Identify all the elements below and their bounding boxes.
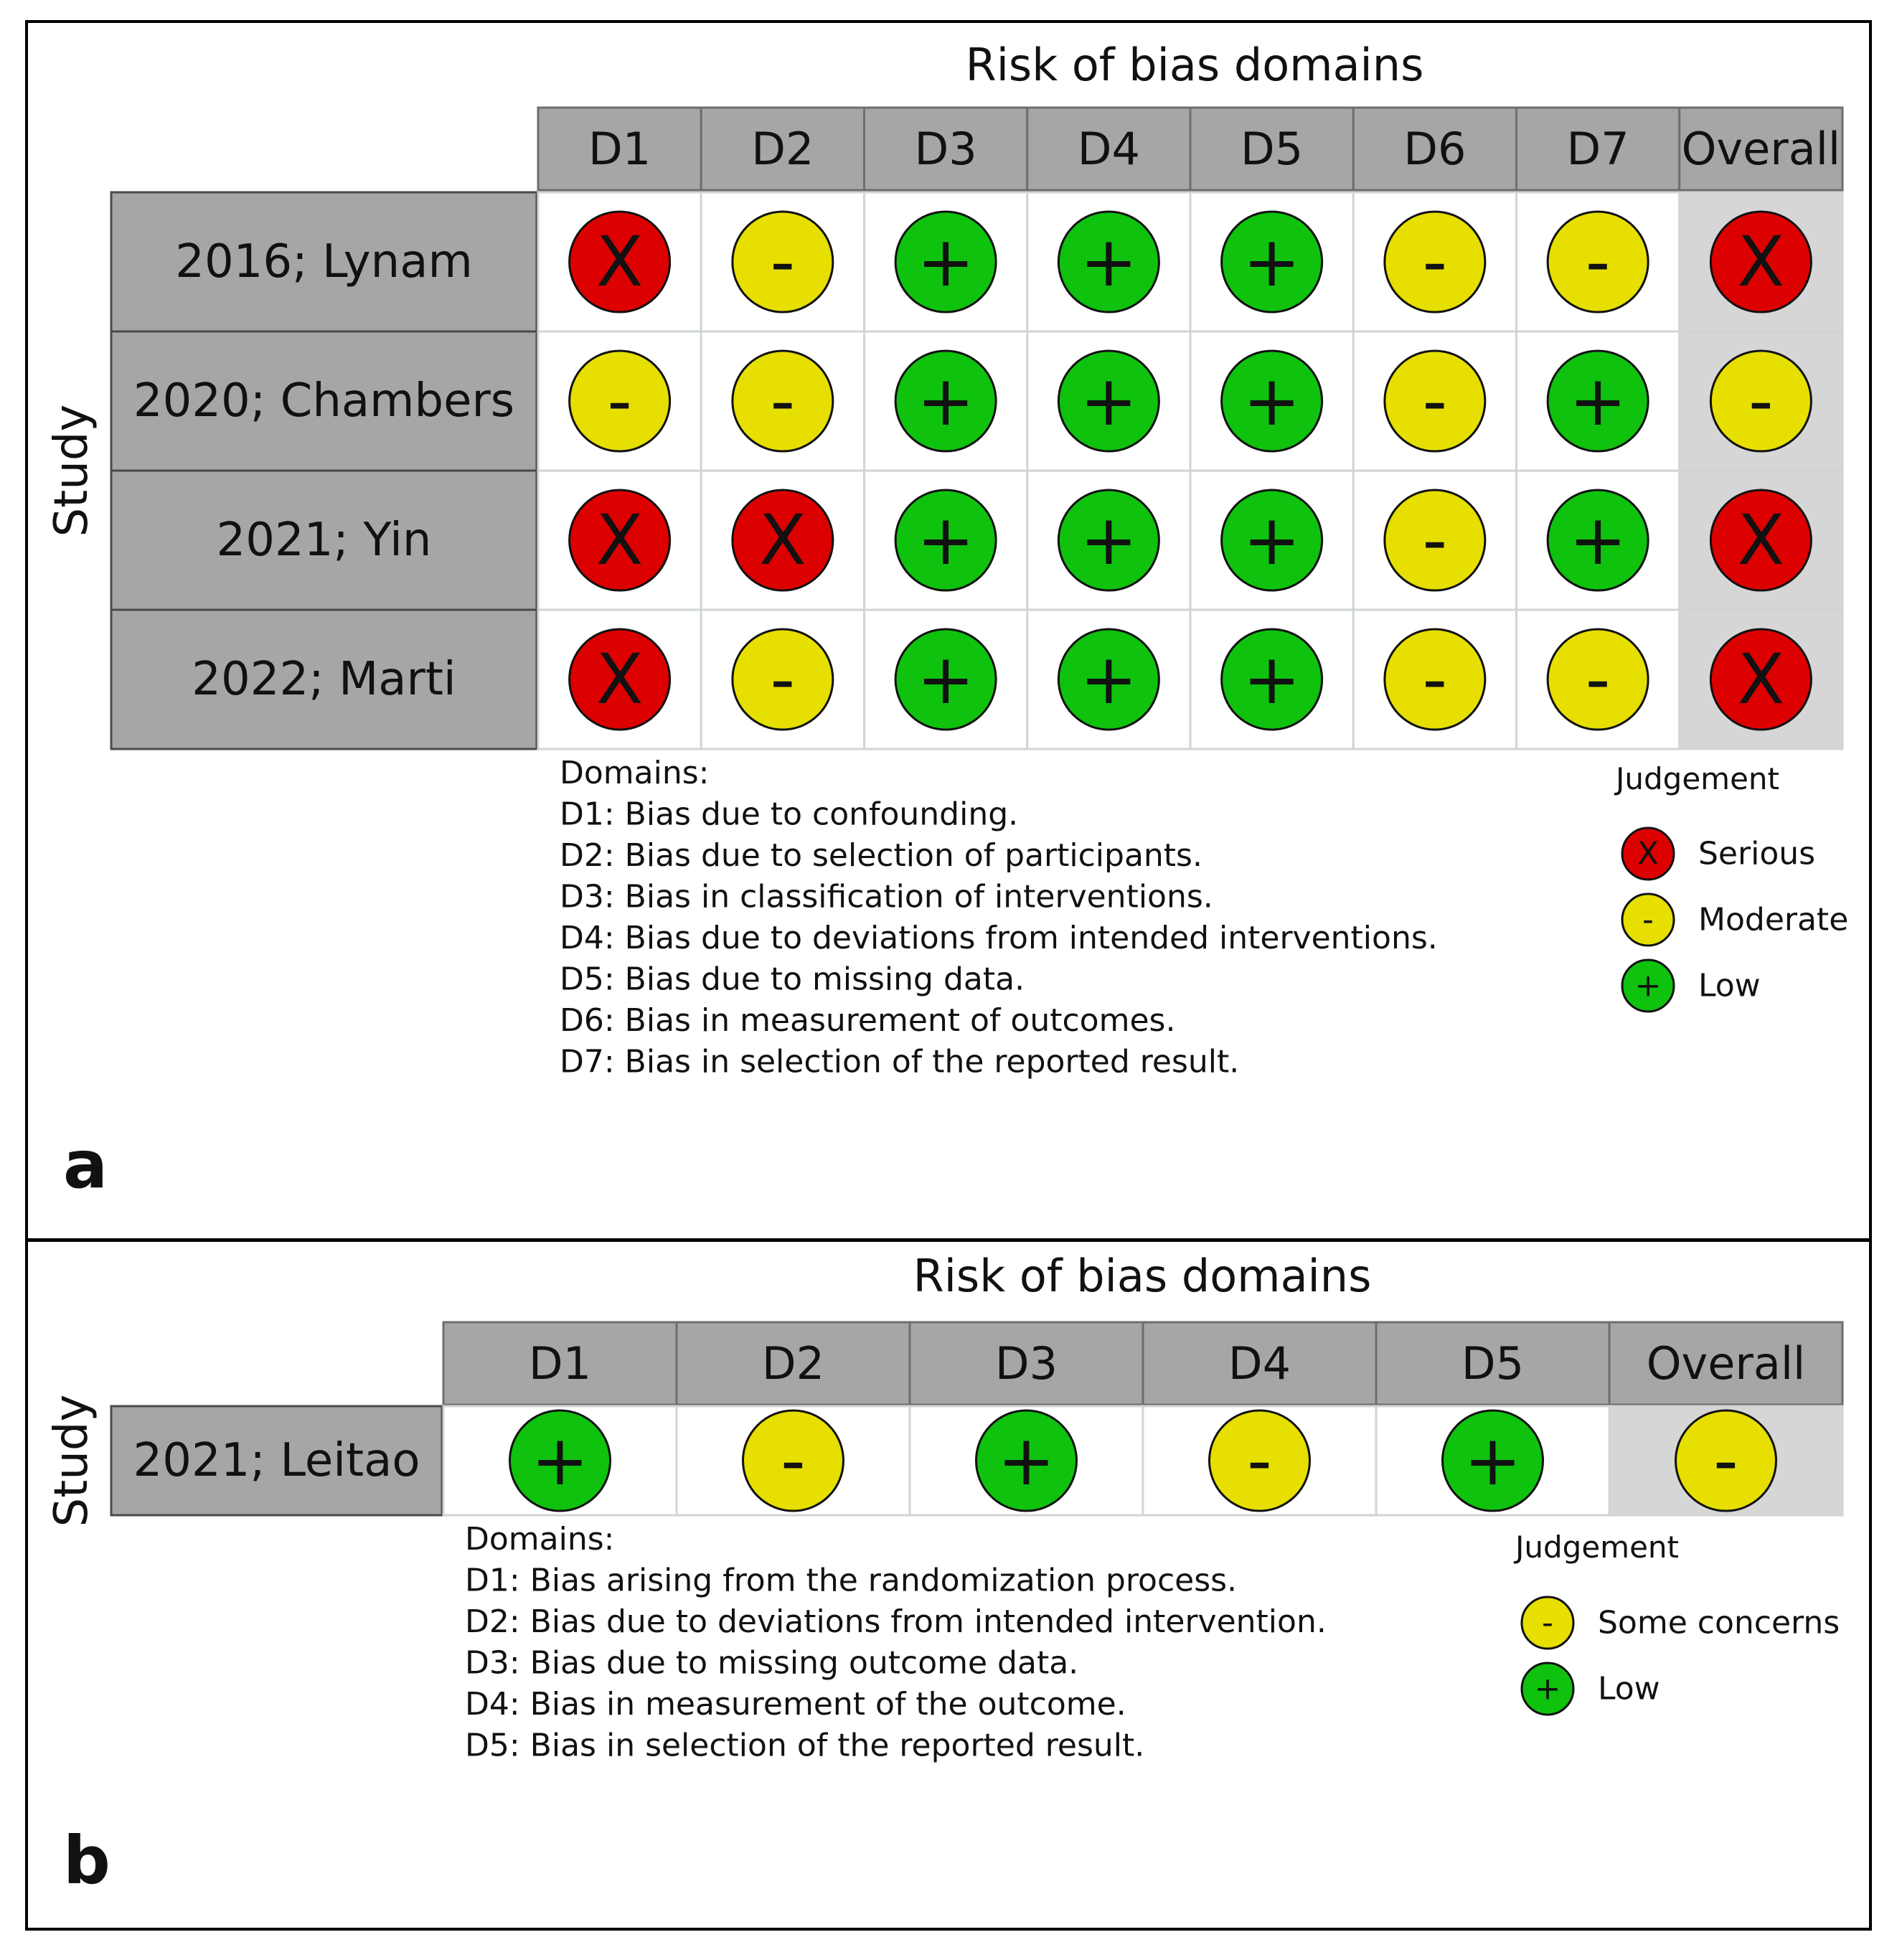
judgement-marker-low-symbol: + xyxy=(1243,639,1301,720)
legend-marker-serious-symbol: X xyxy=(1637,835,1660,872)
domain-description: D4: Bias in measurement of the outcome. xyxy=(465,1686,1126,1723)
judgement-marker-moderate-symbol: - xyxy=(1585,222,1611,302)
legend-marker-moderate-symbol: - xyxy=(1642,901,1654,938)
column-header-d7: D7 xyxy=(1566,123,1629,175)
legend-label-low: Low xyxy=(1698,967,1761,1004)
judgement-marker-serious-symbol: X xyxy=(758,500,806,580)
legend-label-low: Low xyxy=(1598,1670,1660,1707)
judgement-marker-low-symbol: + xyxy=(916,222,975,302)
judgement-marker-low-symbol: + xyxy=(1464,1420,1522,1501)
y-axis-label: Study xyxy=(45,1394,98,1527)
legend-title: Judgement xyxy=(1515,1530,1680,1565)
panel-b-title: Risk of bias domains xyxy=(913,1250,1372,1302)
judgement-marker-serious-symbol: X xyxy=(1737,222,1785,302)
y-axis-label: Study xyxy=(45,404,98,537)
study-label: 2020; Chambers xyxy=(133,374,515,428)
judgement-marker-low-symbol: + xyxy=(1243,222,1301,302)
judgement-marker-low-symbol: + xyxy=(1243,361,1301,441)
column-header-d3: D3 xyxy=(994,1337,1058,1390)
domain-description: D5: Bias in selection of the reported result. xyxy=(465,1727,1145,1764)
column-header-d2: D2 xyxy=(751,123,814,175)
domain-description: D1: Bias due to confounding. xyxy=(560,796,1019,833)
judgement-marker-low-symbol: + xyxy=(1080,222,1138,302)
judgement-marker-low-symbol: + xyxy=(1080,361,1138,441)
study-label: 2021; Leitao xyxy=(133,1434,420,1487)
judgement-marker-moderate-symbol: - xyxy=(1422,500,1448,580)
judgement-marker-low-symbol: + xyxy=(916,639,975,720)
judgement-marker-serious-symbol: X xyxy=(1737,500,1785,580)
judgement-marker-low-symbol: + xyxy=(997,1420,1055,1501)
judgement-marker-low-symbol: + xyxy=(1243,500,1301,580)
judgement-marker-low-symbol: + xyxy=(1568,361,1627,441)
domain-description: D1: Bias arising from the randomization process. xyxy=(465,1562,1238,1599)
column-header-overall: Overall xyxy=(1646,1337,1806,1390)
study-label: 2016; Lynam xyxy=(175,235,473,288)
judgement-marker-moderate-symbol: - xyxy=(770,361,796,441)
judgement-marker-low-symbol: + xyxy=(916,361,975,441)
legend-label-some: Some concerns xyxy=(1598,1604,1840,1641)
column-header-d5: D5 xyxy=(1461,1337,1525,1390)
study-label: 2022; Marti xyxy=(192,653,456,706)
domain-description: D5: Bias due to missing data. xyxy=(560,961,1025,998)
column-header-overall: Overall xyxy=(1681,123,1841,175)
judgement-marker-low-symbol: + xyxy=(531,1420,589,1501)
judgement-marker-moderate-symbol: - xyxy=(1422,361,1448,441)
judgement-marker-some-symbol: - xyxy=(1247,1420,1272,1501)
domain-description: D2: Bias due to deviations from intended intervention. xyxy=(465,1603,1327,1640)
column-header-d2: D2 xyxy=(761,1337,825,1390)
legend-label-moderate: Moderate xyxy=(1698,901,1849,938)
column-header-d1: D1 xyxy=(528,1337,592,1390)
column-header-d5: D5 xyxy=(1241,123,1304,175)
judgement-marker-serious-symbol: X xyxy=(596,500,644,580)
judgement-marker-moderate-symbol: - xyxy=(770,639,796,720)
legend-label-serious: Serious xyxy=(1698,835,1816,872)
panel-letter-b: b xyxy=(63,1822,110,1899)
judgement-marker-moderate-symbol: - xyxy=(607,361,632,441)
column-header-d4: D4 xyxy=(1228,1337,1291,1390)
domains-heading: Domains: xyxy=(465,1521,615,1558)
study-label: 2021; Yin xyxy=(216,514,432,567)
judgement-marker-low-symbol: + xyxy=(1080,500,1138,580)
column-header-d6: D6 xyxy=(1403,123,1467,175)
domain-description: D3: Bias in classification of interventions. xyxy=(560,878,1213,915)
panel-letter-a: a xyxy=(63,1126,108,1203)
judgement-marker-low-symbol: + xyxy=(1080,639,1138,720)
judgement-marker-some-symbol: - xyxy=(1713,1420,1738,1501)
judgement-marker-moderate-symbol: - xyxy=(1422,222,1448,302)
judgement-marker-low-symbol: + xyxy=(1568,500,1627,580)
judgement-marker-low-symbol: + xyxy=(916,500,975,580)
judgement-marker-serious-symbol: X xyxy=(1737,639,1785,720)
judgement-marker-some-symbol: - xyxy=(781,1420,806,1501)
domain-description: D2: Bias due to selection of participants. xyxy=(560,837,1202,874)
legend-marker-low-symbol: + xyxy=(1634,967,1662,1004)
domain-description: D3: Bias due to missing outcome data. xyxy=(465,1644,1079,1682)
judgement-marker-moderate-symbol: - xyxy=(1585,639,1611,720)
judgement-marker-serious-symbol: X xyxy=(596,222,644,302)
judgement-marker-moderate-symbol: - xyxy=(1422,639,1448,720)
legend-title: Judgement xyxy=(1616,761,1780,796)
column-header-d3: D3 xyxy=(914,123,977,175)
judgement-marker-serious-symbol: X xyxy=(596,639,644,720)
legend-marker-low-symbol: + xyxy=(1534,1670,1561,1707)
domain-description: D7: Bias in selection of the reported result. xyxy=(560,1043,1240,1080)
panel-a-title: Risk of bias domains xyxy=(965,39,1424,91)
column-header-d4: D4 xyxy=(1077,123,1140,175)
column-header-d1: D1 xyxy=(588,123,651,175)
domain-description: D6: Bias in measurement of outcomes. xyxy=(560,1002,1176,1039)
judgement-marker-moderate-symbol: - xyxy=(770,222,796,302)
legend-marker-some-symbol: - xyxy=(1542,1604,1553,1641)
domains-heading: Domains: xyxy=(560,755,710,791)
judgement-marker-moderate-symbol: - xyxy=(1748,361,1774,441)
domain-description: D4: Bias due to deviations from intended interventions. xyxy=(560,920,1438,956)
